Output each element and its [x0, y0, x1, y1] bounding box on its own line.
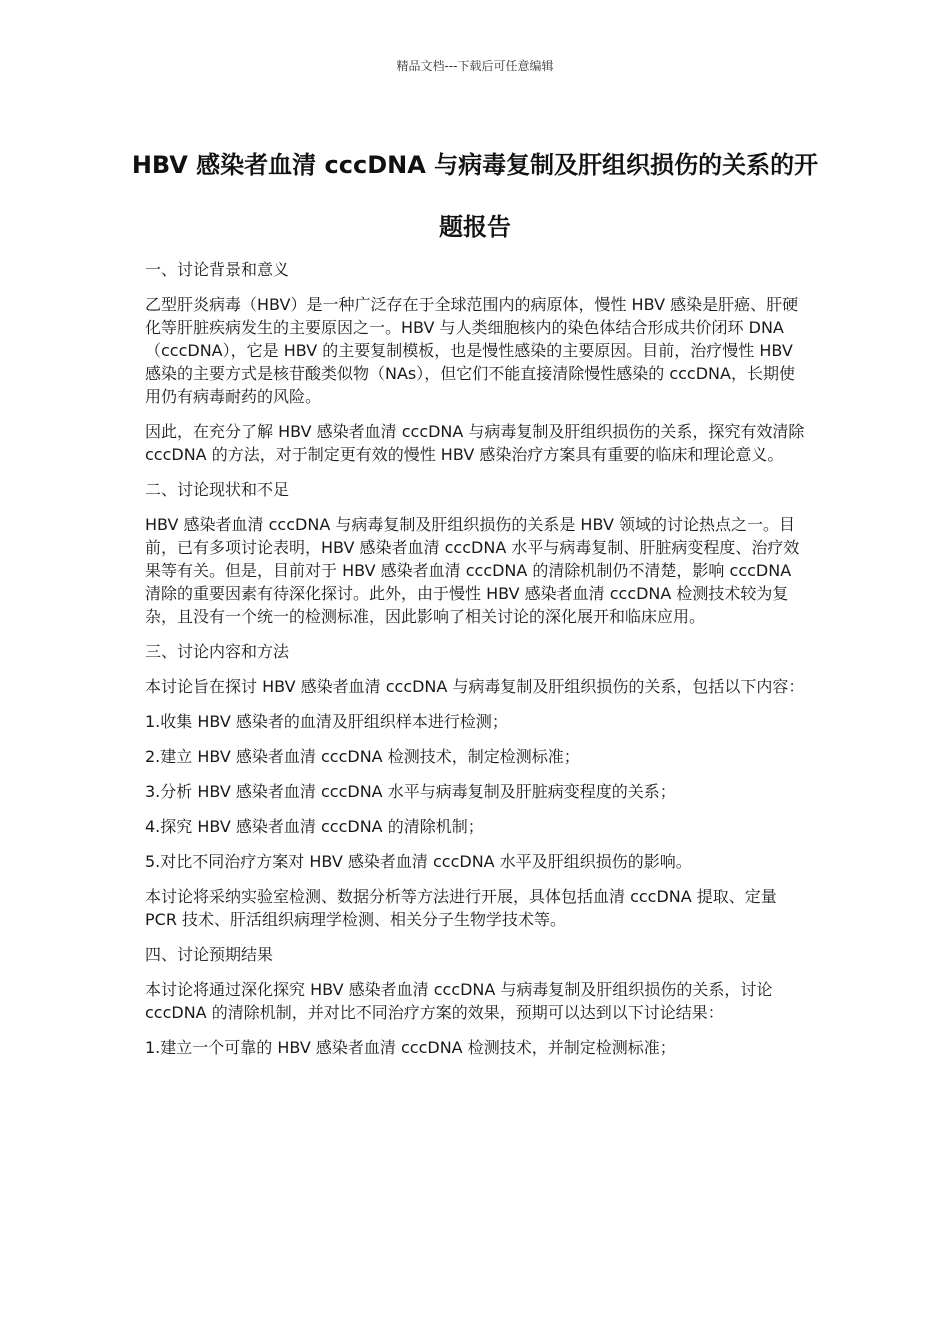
document-body: [145, 258, 810, 1071]
paragraph: 本讨论将通过深化探究 HBV 感染者血清 cccDNA 与病毒复制及肝组织损伤的关系，讨论 cccDNA 的清除机制，并对比不同治疗方案的效果，预期可以达到以下讨论结果：: [145, 980, 773, 1022]
paragraph: HBV 感染者血清 cccDNA 与病毒复制及肝组织损伤的关系是 HBV 领域的讨论热点之一。目前，已有多项讨论表明，HBV 感染者血清 cccDNA 水平与病毒复制、肝脏病变程度、治疗效果等有关。但是，目前对于 HBV 感染者血清 cccDNA 的清除机制仍不清楚，影响 cccDNA 清除的重要因素有待深化探讨。此外，由于慢性 HBV 感染者血清 cccDNA 检测技术较为复杂，且没有一个统一的检测标准，因此影响了相关讨论的深化展开和临床应用。: [145, 515, 800, 626]
list-item: 1.收集 HBV 感染者的血清及肝组织样本进行检测；: [145, 712, 508, 731]
list-item: 5.对比不同治疗方案对 HBV 感染者血清 cccDNA 水平及肝组织损伤的影响。: [145, 852, 692, 871]
section-heading: 一、讨论背景和意义: [145, 260, 290, 279]
list-item: 1.建立一个可靠的 HBV 感染者血清 cccDNA 检测技术，并制定检测标准；: [145, 1038, 676, 1057]
document-title: HBV 感染者血清 cccDNA 与病毒复制及肝组织损伤的关系的开题报告: [131, 151, 819, 241]
paragraph: 本讨论旨在探讨 HBV 感染者血清 cccDNA 与病毒复制及肝组织损伤的关系，包括以下内容：: [145, 677, 805, 696]
list-item: 4.探究 HBV 感染者血清 cccDNA 的清除机制；: [145, 817, 484, 836]
section-heading: 二、讨论现状和不足: [145, 480, 290, 499]
paragraph: 因此，在充分了解 HBV 感染者血清 cccDNA 与病毒复制及肝组织损伤的关系，探究有效清除 cccDNA 的方法，对于制定更有效的慢性 HBV 感染治疗方案具有重要的临床和理论意义。: [145, 422, 805, 464]
page-header-note: 精品文档---下载后可任意编辑: [396, 59, 554, 73]
paragraph: 乙型肝炎病毒（HBV）是一种广泛存在于全球范围内的病原体，慢性 HBV 感染是肝癌、肝硬化等肝脏疾病发生的主要原因之一。HBV 与人类细胞核内的染色体结合形成共价闭环 DNA（cccDNA），它是 HBV 的主要复制模板，也是慢性感染的主要原因。目前，治疗慢性 HBV 感染的主要方式是核苷酸类似物（NAs），但它们不能直接清除慢性感染的 cccDNA，长期使用仍有病毒耐药的风险。: [145, 295, 799, 406]
list-item: 2.建立 HBV 感染者血清 cccDNA 检测技术，制定检测标准；: [145, 747, 580, 766]
section-heading: 四、讨论预期结果: [145, 945, 274, 964]
list-item: 3.分析 HBV 感染者血清 cccDNA 水平与病毒复制及肝脏病变程度的关系；: [145, 782, 676, 801]
paragraph: 本讨论将采纳实验室检测、数据分析等方法进行开展，具体包括血清 cccDNA 提取、定量 PCR 技术、肝活组织病理学检测、相关分子生物学技术等。: [145, 887, 777, 929]
section-heading: 三、讨论内容和方法: [145, 642, 290, 661]
